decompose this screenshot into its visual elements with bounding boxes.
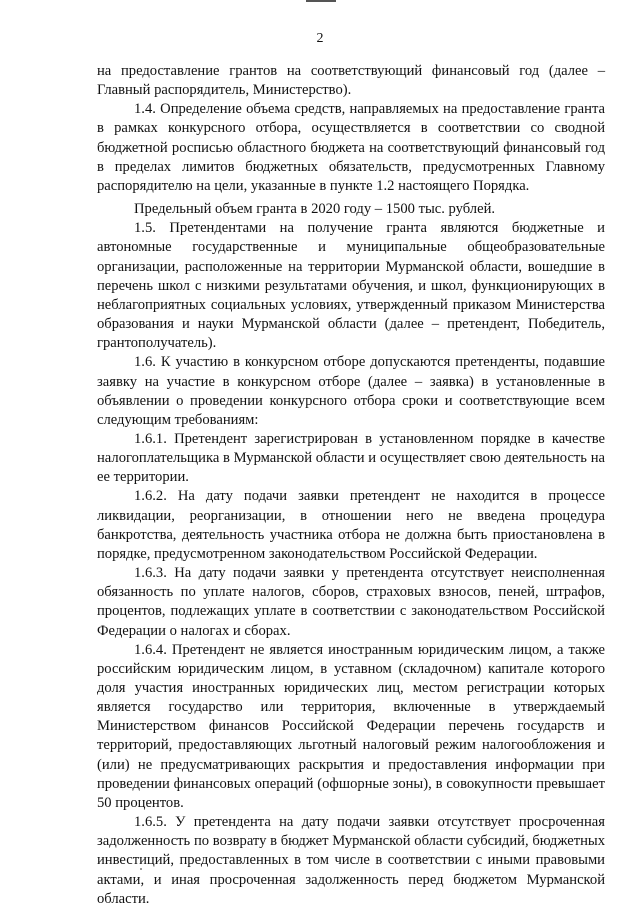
- paragraph-grant-limit: Предельный объем гранта в 2020 году – 1500 тыс. рублей.: [134, 201, 496, 218]
- paragraph-1-6-2: 1.6.2. На дату подачи заявки претендент не находится в процессе ликвидации, реорганизации, в отношении него не введена процедура банкротства, деятельность участника отбора не должна быть приостановлена в порядке, предусмотренном законодательством Российской Федерации.: [97, 488, 605, 562]
- page-number: 2: [316, 31, 324, 46]
- paragraph-1-6-5: 1.6.5. У претендента на дату подачи заявки отсутствует просроченная задолженность по возврату в бюджет Мурманской области субсидий, бюджетных инвестиций, предоставленных в том числе в соответствии с иными правовыми актами, и иная просроченная задолженность перед бюджетом Мурманской области.: [97, 814, 605, 907]
- paragraph-1-5: 1.5. Претендентами на получение гранта являются бюджетные и автономные государственные и муниципальные общеобразовательные организации, расположенные на территории Мурманской области, вошедшие в перечень школ с низкими результатами обучения, и школ, функционирующих в неблагоприятных социальных условиях, утвержденный приказом Министерства образования и науки Мурманской области (далее – претендент, Победитель, грантополучатель).: [97, 220, 605, 352]
- paragraph-1-6-4: 1.6.4. Претендент не является иностранным юридическим лицом, а также российским юридическим лицом, в уставном (складочном) капитале которого доля участия иностранных юридических лиц, местом регистрации которых является государство или территория, включенные в утверждаемый Министерством финансов Российской Федерации перечень государств и территорий, предоставляющих льготный налоговый режим налогообложения и (или) не предусматривающих раскрытия и предоставления информации при проведении финансовых операций (офшорные зоны), в совокупности превышает 50 процентов.: [97, 641, 605, 811]
- paragraph-1-6-1: 1.6.1. Претендент зарегистрирован в установленном порядке в качестве налогоплательщика в Мурманской области и осуществляет свою деятельность на ее территории.: [97, 430, 605, 486]
- top-rule: [306, 0, 336, 2]
- paragraph-continuation: на предоставление грантов на соответствующий финансовый год (далее – Главный распорядитель, Министерство).: [97, 63, 605, 99]
- paragraph-1-6-3: 1.6.3. На дату подачи заявки у претендента отсутствует неисполненная обязанность по уплате налогов, сборов, страховых взносов, пеней, штрафов, процентов, подлежащих уплате в соответствии с законодательством Российской Федерации о налогах и сборах.: [97, 565, 605, 639]
- paragraph-1-6: 1.6. К участию в конкурсном отборе допускаются претенденты, подавшие заявку на участие в конкурсном отборе (далее – заявка) в установленные в объявлении о проведении конкурсного отбора сроки и соответствующие всем следующим требованиям:: [97, 354, 605, 428]
- paragraph-1-4: 1.4. Определение объема средств, направляемых на предоставление гранта в рамках конкурсного отбора, осуществляется в соответствии со сводной бюджетной росписью областного бюджета на соответствующий финансовый год в пределах лимитов бюджетных обязательств, предусмотренных Главному распорядителю на цели, указанные в пункте 1.2 настоящего Порядка.: [97, 101, 605, 194]
- document-body: [97, 62, 605, 909]
